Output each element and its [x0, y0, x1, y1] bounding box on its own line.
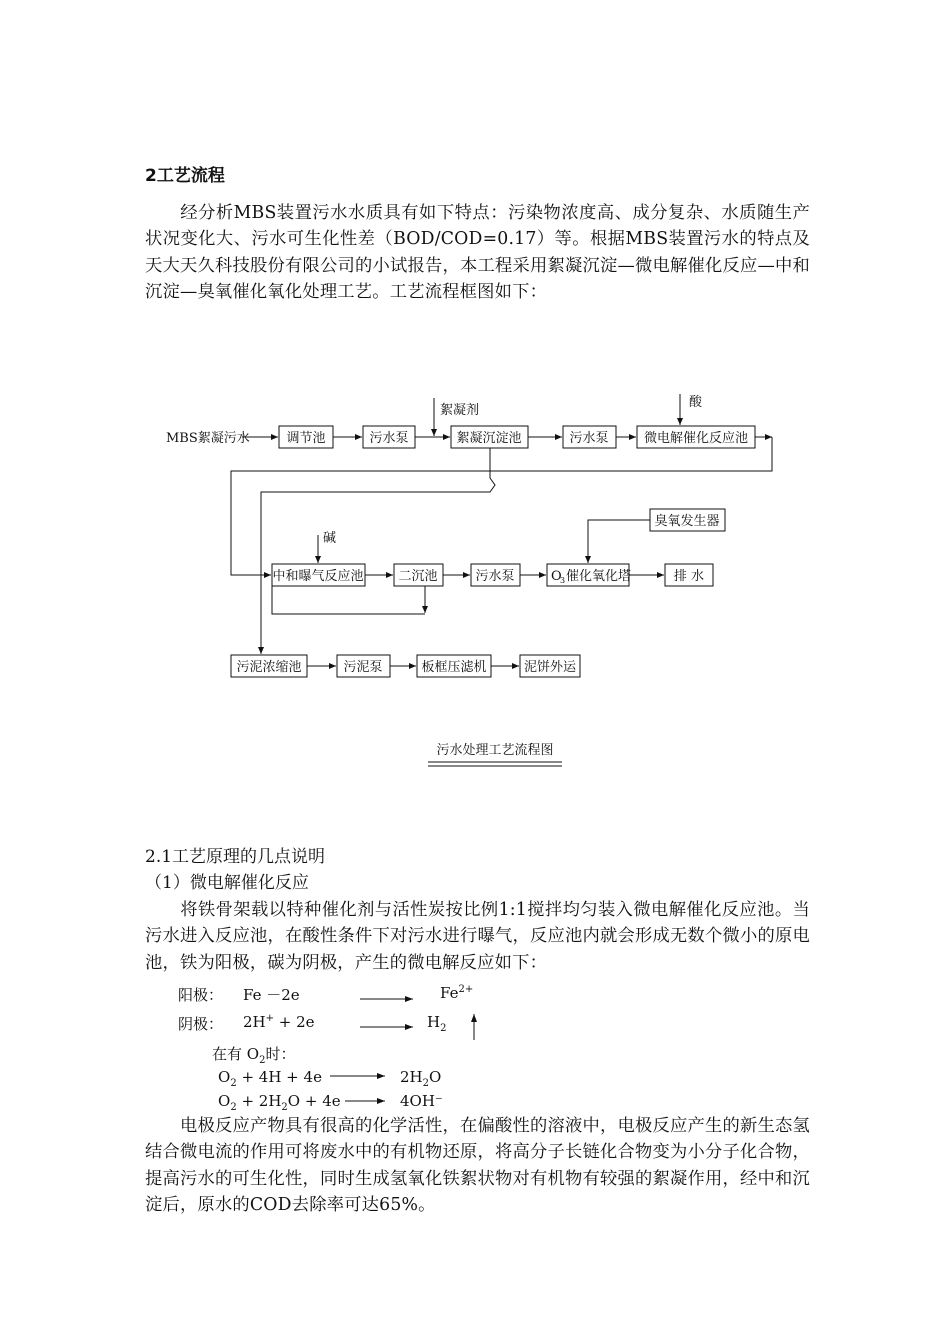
equation-arrows: [0, 980, 950, 1120]
box-weidian: 微电解催化反应池: [643, 431, 749, 446]
process-flow-diagram: [0, 380, 950, 780]
subsection-title: 2.1工艺原理的几点说明: [145, 847, 326, 867]
box-pump1: 污水泵: [369, 431, 409, 446]
diagram-caption: 污水处理工艺流程图: [436, 743, 554, 758]
anode-label: 阳极：: [178, 986, 224, 1004]
box-filter-press: 板框压滤机: [421, 660, 487, 675]
input-label: MBS絮凝污水: [166, 431, 250, 446]
eq3-right: $2H_2O$: [400, 1068, 442, 1089]
para-electrode-products: [145, 1113, 810, 1219]
box-cake-out: 泥饼外运: [523, 660, 577, 675]
box-pump3: 污水泵: [475, 569, 515, 584]
section-title: 2工艺流程: [145, 166, 225, 186]
box-o3-prefix: O: [551, 569, 562, 584]
acid-label: 酸: [689, 395, 703, 410]
box-o3-rest: 催化氧化塔: [566, 569, 632, 584]
para2-text: 将铁骨架载以特种催化剂与活性炭按比例1:1搅拌均匀装入微电解催化反应池。当污水进入反应池，在酸性条件下对污水进行曝气，反应池内就会形成无数个微小的原电池，铁为阳极，碳为阴极，产生的微电解反应如下：: [145, 900, 810, 973]
box-paishui: 排 水: [673, 569, 705, 584]
box-erchen: 二沉池: [398, 569, 438, 584]
cathode-label: 阴极：: [178, 1015, 224, 1033]
anode-right: $Fe^{2+}$: [440, 984, 474, 1002]
eq4-left: $O_2 + 2H_2O + 4e$: [218, 1092, 341, 1113]
cathode-left: 2H+ + 2e: [243, 1013, 315, 1031]
para3-text: 电极反应产物具有很高的化学活性，在偏酸性的溶液中，电极反应产生的新生态氢结合微电流的作用可将废水中的有机物还原，将高分子长链化合物变为小分子化合物，提高污水的可生化性，同时生成氢氧化铁絮状物对有机物有较强的絮凝作用，经中和沉淀后，原水的COD去除率可达65%。: [145, 1116, 810, 1216]
alkali-label: 碱: [323, 531, 337, 546]
eq4-right: 4OH⁻: [400, 1092, 443, 1110]
para-microelectrolysis: [145, 897, 810, 976]
eq3-left: $O_2 + 4H + 4e$: [218, 1068, 322, 1089]
cathode-right: $H_2$: [427, 1013, 447, 1034]
box-xuning: 絮凝沉淀池: [456, 431, 522, 446]
box-o3-sub: 3: [560, 576, 566, 585]
anode-left: Fe －2e: [243, 986, 300, 1004]
flocculant-label: 絮凝剂: [440, 403, 480, 418]
box-pump2: 污水泵: [569, 431, 609, 446]
intro-paragraph: [145, 200, 810, 306]
box-tiaojie: 调节池: [286, 431, 326, 446]
item-title: （1）微电解催化反应: [145, 873, 309, 893]
box-zhonghe: 中和曝气反应池: [272, 569, 364, 584]
box-ozone-gen: 臭氧发生器: [654, 514, 720, 529]
o2-condition: 在有 $O_2$时：: [212, 1045, 296, 1066]
intro-text: 经分析MBS装置污水水质具有如下特点：污染物浓度高、成分复杂、水质随生产状况变化大、污水可生化性差（BOD/COD=0.17）等。根据MBS装置污水的特点及天大天久科技股份有限公司的小试报告，本工程采用絮凝沉淀—微电解催化反应—中和沉淀—臭氧催化氧化处理工艺。工艺流程框图如下：: [145, 203, 810, 303]
box-sludge-thick: 污泥浓缩池: [236, 660, 302, 675]
box-sludge-pump: 污泥泵: [343, 660, 383, 675]
